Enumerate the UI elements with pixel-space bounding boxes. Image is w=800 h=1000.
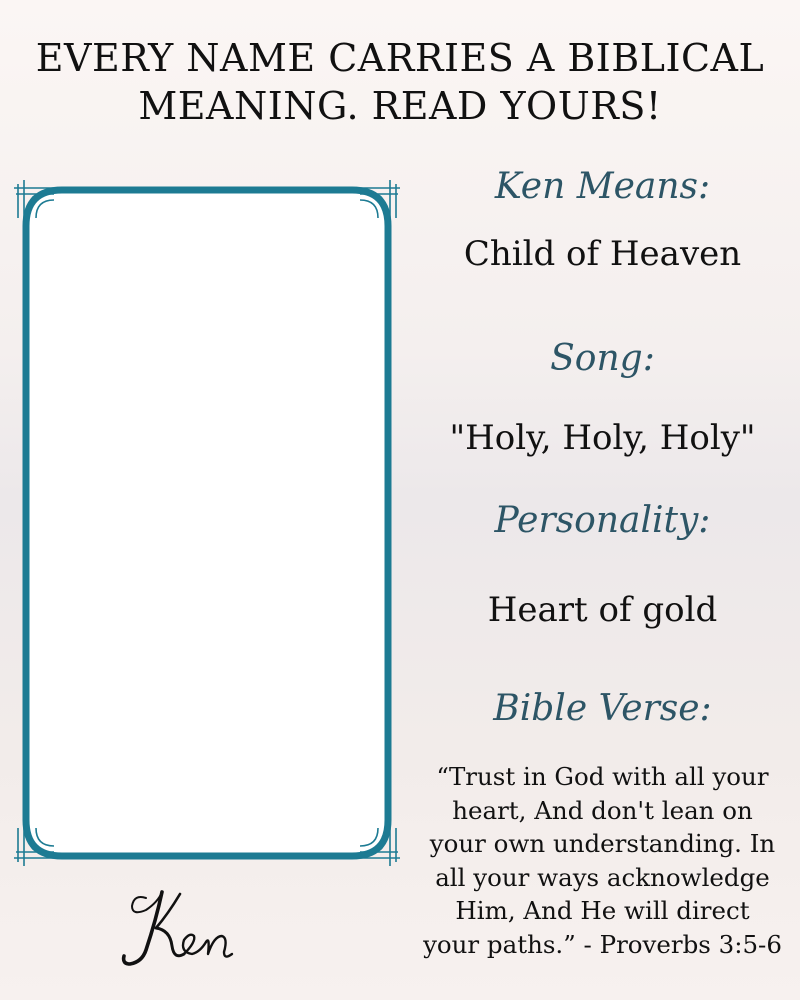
personality-value: Heart of gold — [487, 590, 718, 630]
signature-ken — [120, 880, 290, 980]
meaning-heading: Ken Means: — [494, 166, 711, 207]
verse-line: your own understanding. In — [429, 829, 776, 858]
photo-frame — [14, 178, 400, 868]
verse-line: your paths.” - Proverbs 3:5-6 — [423, 929, 782, 959]
verse-line: “Trust in God with all your — [436, 762, 769, 791]
headline-line-1: EVERY NAME CARRIES A BIBLICAL — [35, 36, 765, 80]
song-value: "Holy, Holy, Holy" — [449, 418, 756, 458]
headline — [0, 34, 800, 130]
verse-line: Him, And He will direct — [455, 896, 750, 925]
meaning-value: Child of Heaven — [463, 234, 742, 274]
verse-line: heart, And don't lean on — [452, 795, 753, 825]
bible-verse-text — [405, 760, 800, 961]
personality-heading: Personality: — [494, 500, 711, 541]
bible-verse-heading: Bible Verse: — [493, 688, 712, 729]
headline-line-2: MEANING. READ YOURS! — [138, 84, 662, 128]
frame-border-icon — [14, 178, 400, 868]
song-heading: Song: — [550, 338, 655, 379]
verse-line: all your ways acknowledge — [435, 862, 770, 892]
